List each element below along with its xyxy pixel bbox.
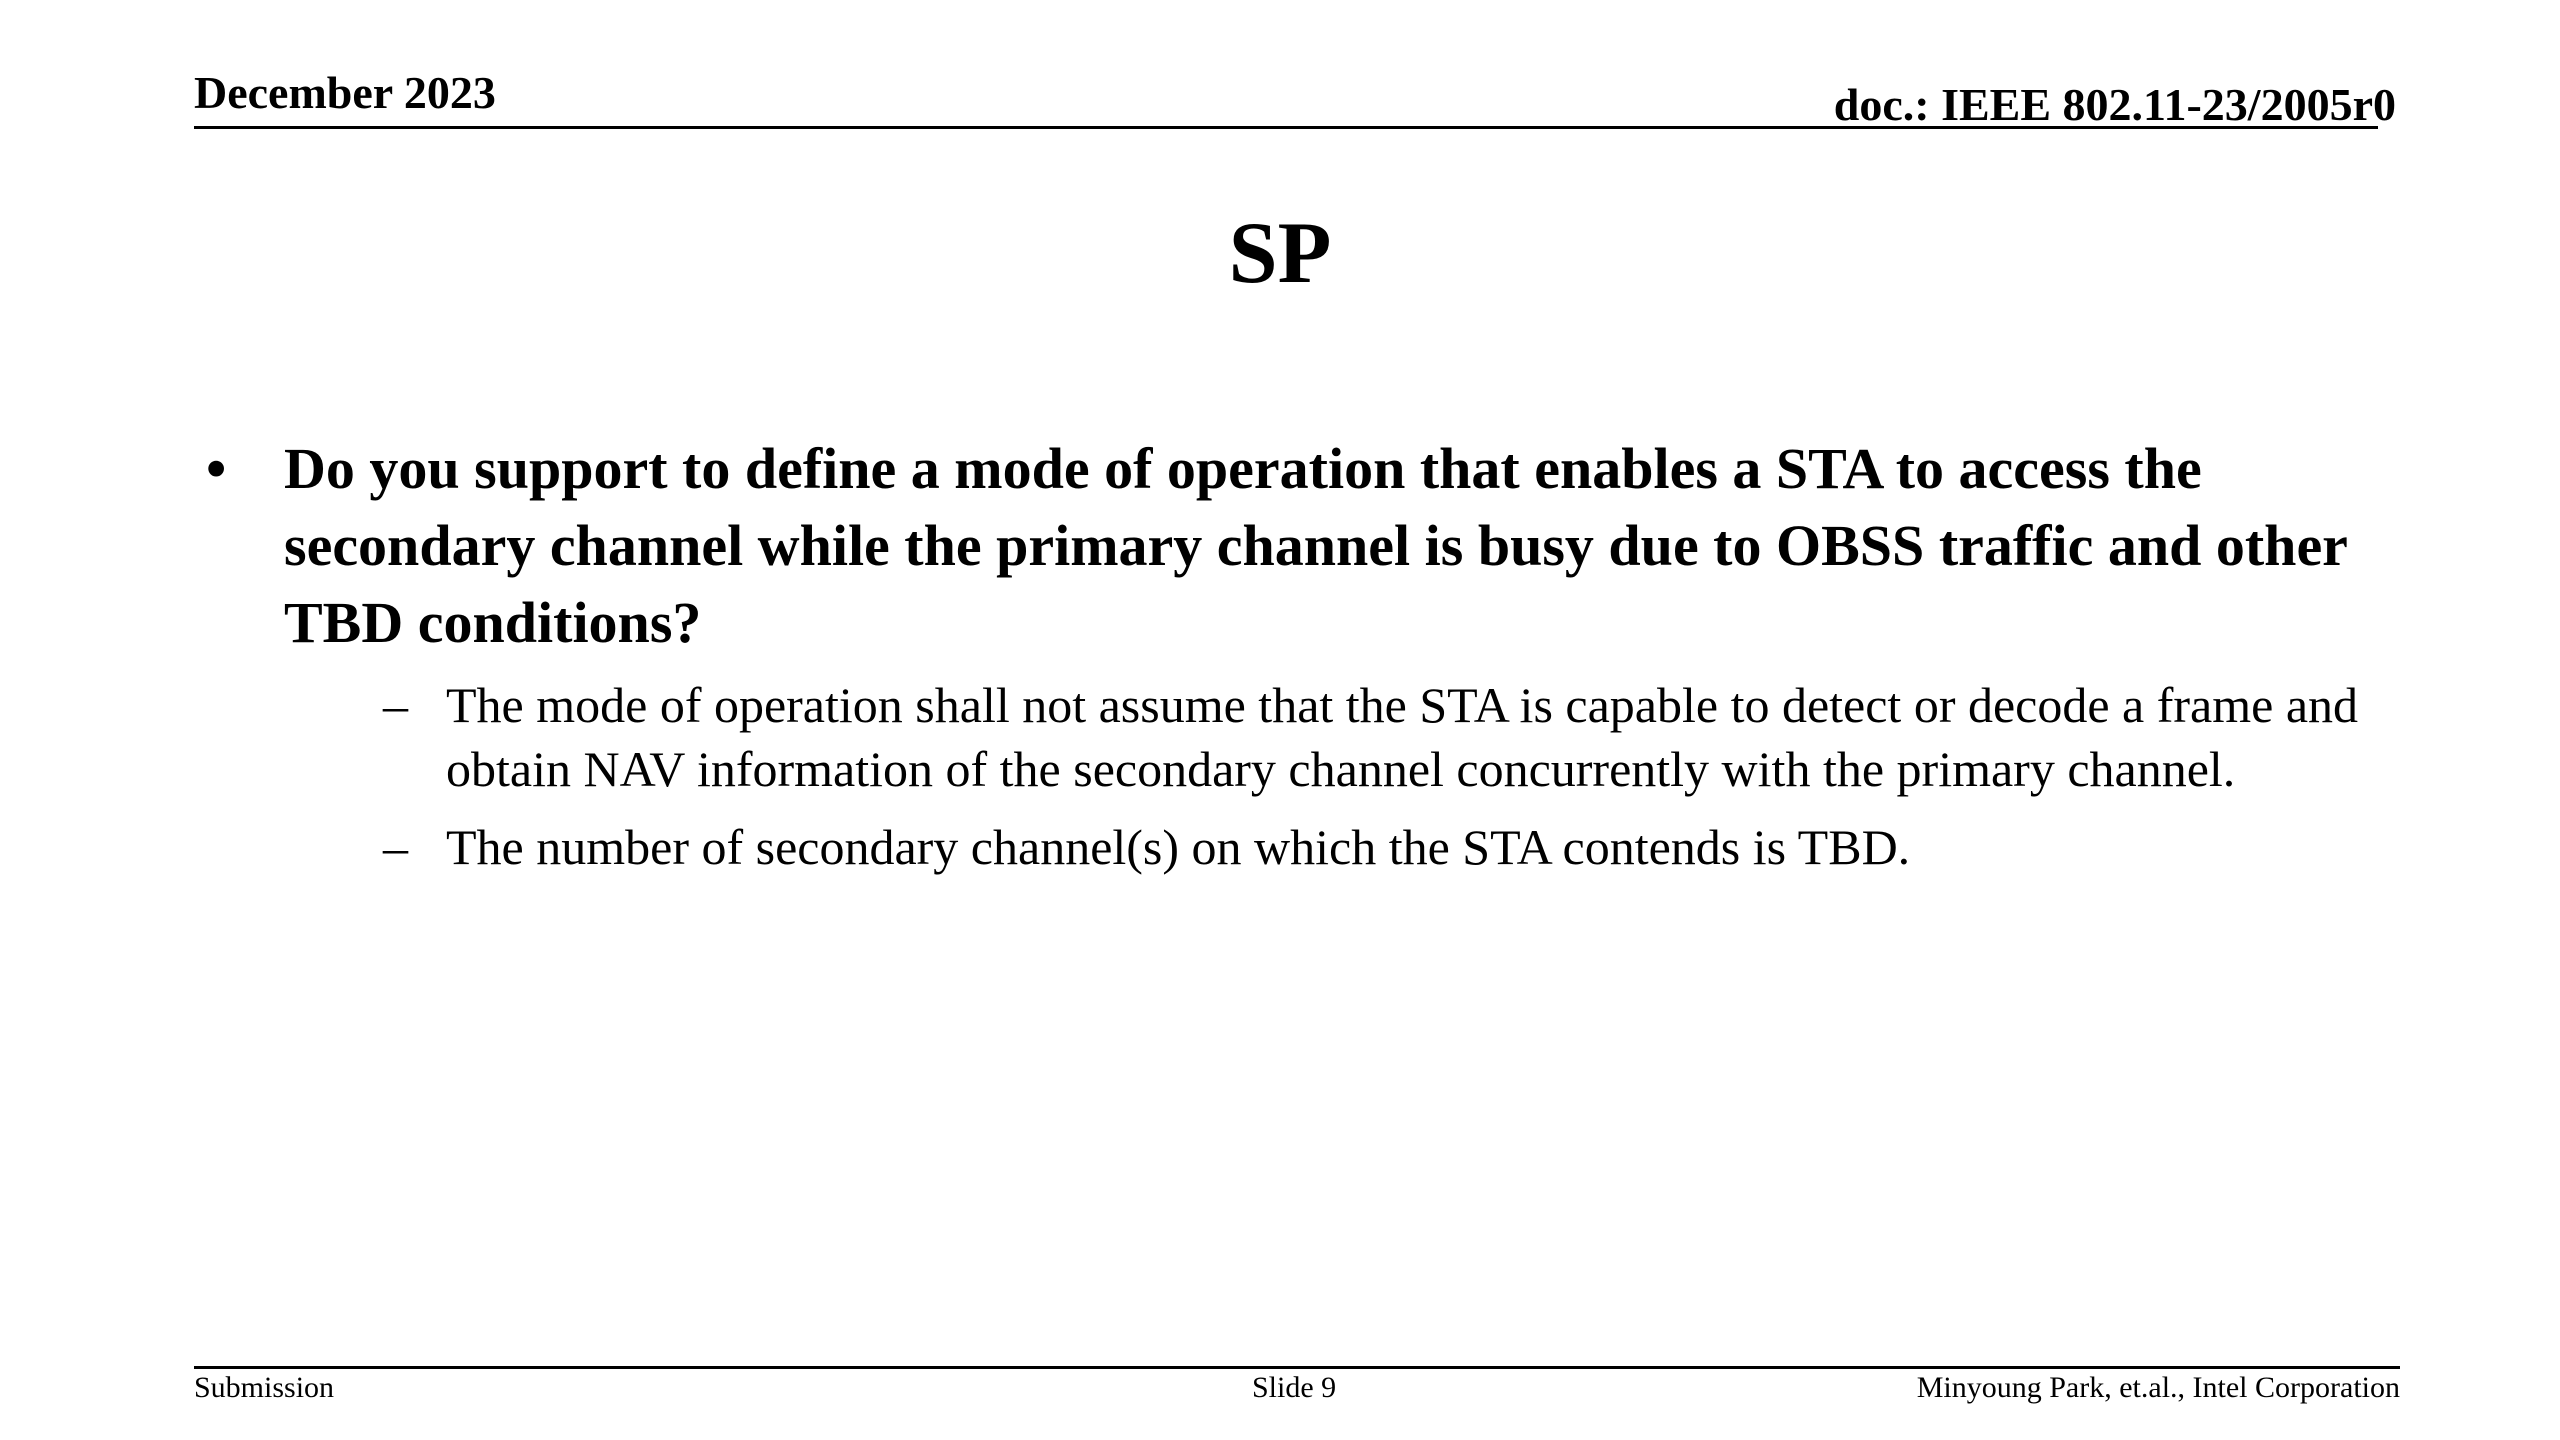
footer-divider bbox=[194, 1366, 2400, 1369]
footer-author: Minyoung Park, et.al., Intel Corporation bbox=[1916, 1371, 2400, 1404]
footer-slide-number: Slide 9 bbox=[1252, 1371, 1337, 1404]
header-date: December 2023 bbox=[194, 67, 496, 118]
dash-icon: – bbox=[383, 819, 408, 875]
bullet-list bbox=[206, 430, 2376, 893]
dash-icon: – bbox=[383, 677, 408, 733]
sub-bullet-list bbox=[284, 673, 2376, 879]
header-doc-id: doc.: IEEE 802.11-23/2005r0 bbox=[1833, 79, 2396, 130]
sub-bullet-text: The number of secondary channel(s) on which the STA contends is TBD. bbox=[446, 819, 1911, 875]
bullet-dot-icon: • bbox=[206, 436, 227, 501]
main-bullet-text: Do you support to define a mode of operation that enables a STA to access the secondary channel while the primary channel is busy due to OBSS traffic and other TBD conditions? bbox=[284, 436, 2347, 655]
slide-title: SP bbox=[1228, 205, 1332, 302]
footer-submission: Submission bbox=[194, 1371, 335, 1404]
main-bullet bbox=[206, 430, 2376, 879]
sub-bullet bbox=[284, 673, 2376, 801]
sub-bullet bbox=[284, 815, 2376, 879]
sub-bullet-text: The mode of operation shall not assume that the STA is capable to detect or decode a frame and obtain NAV information of the secondary channel concurrently with the primary channel. bbox=[446, 677, 2359, 797]
header-divider bbox=[194, 126, 2378, 129]
